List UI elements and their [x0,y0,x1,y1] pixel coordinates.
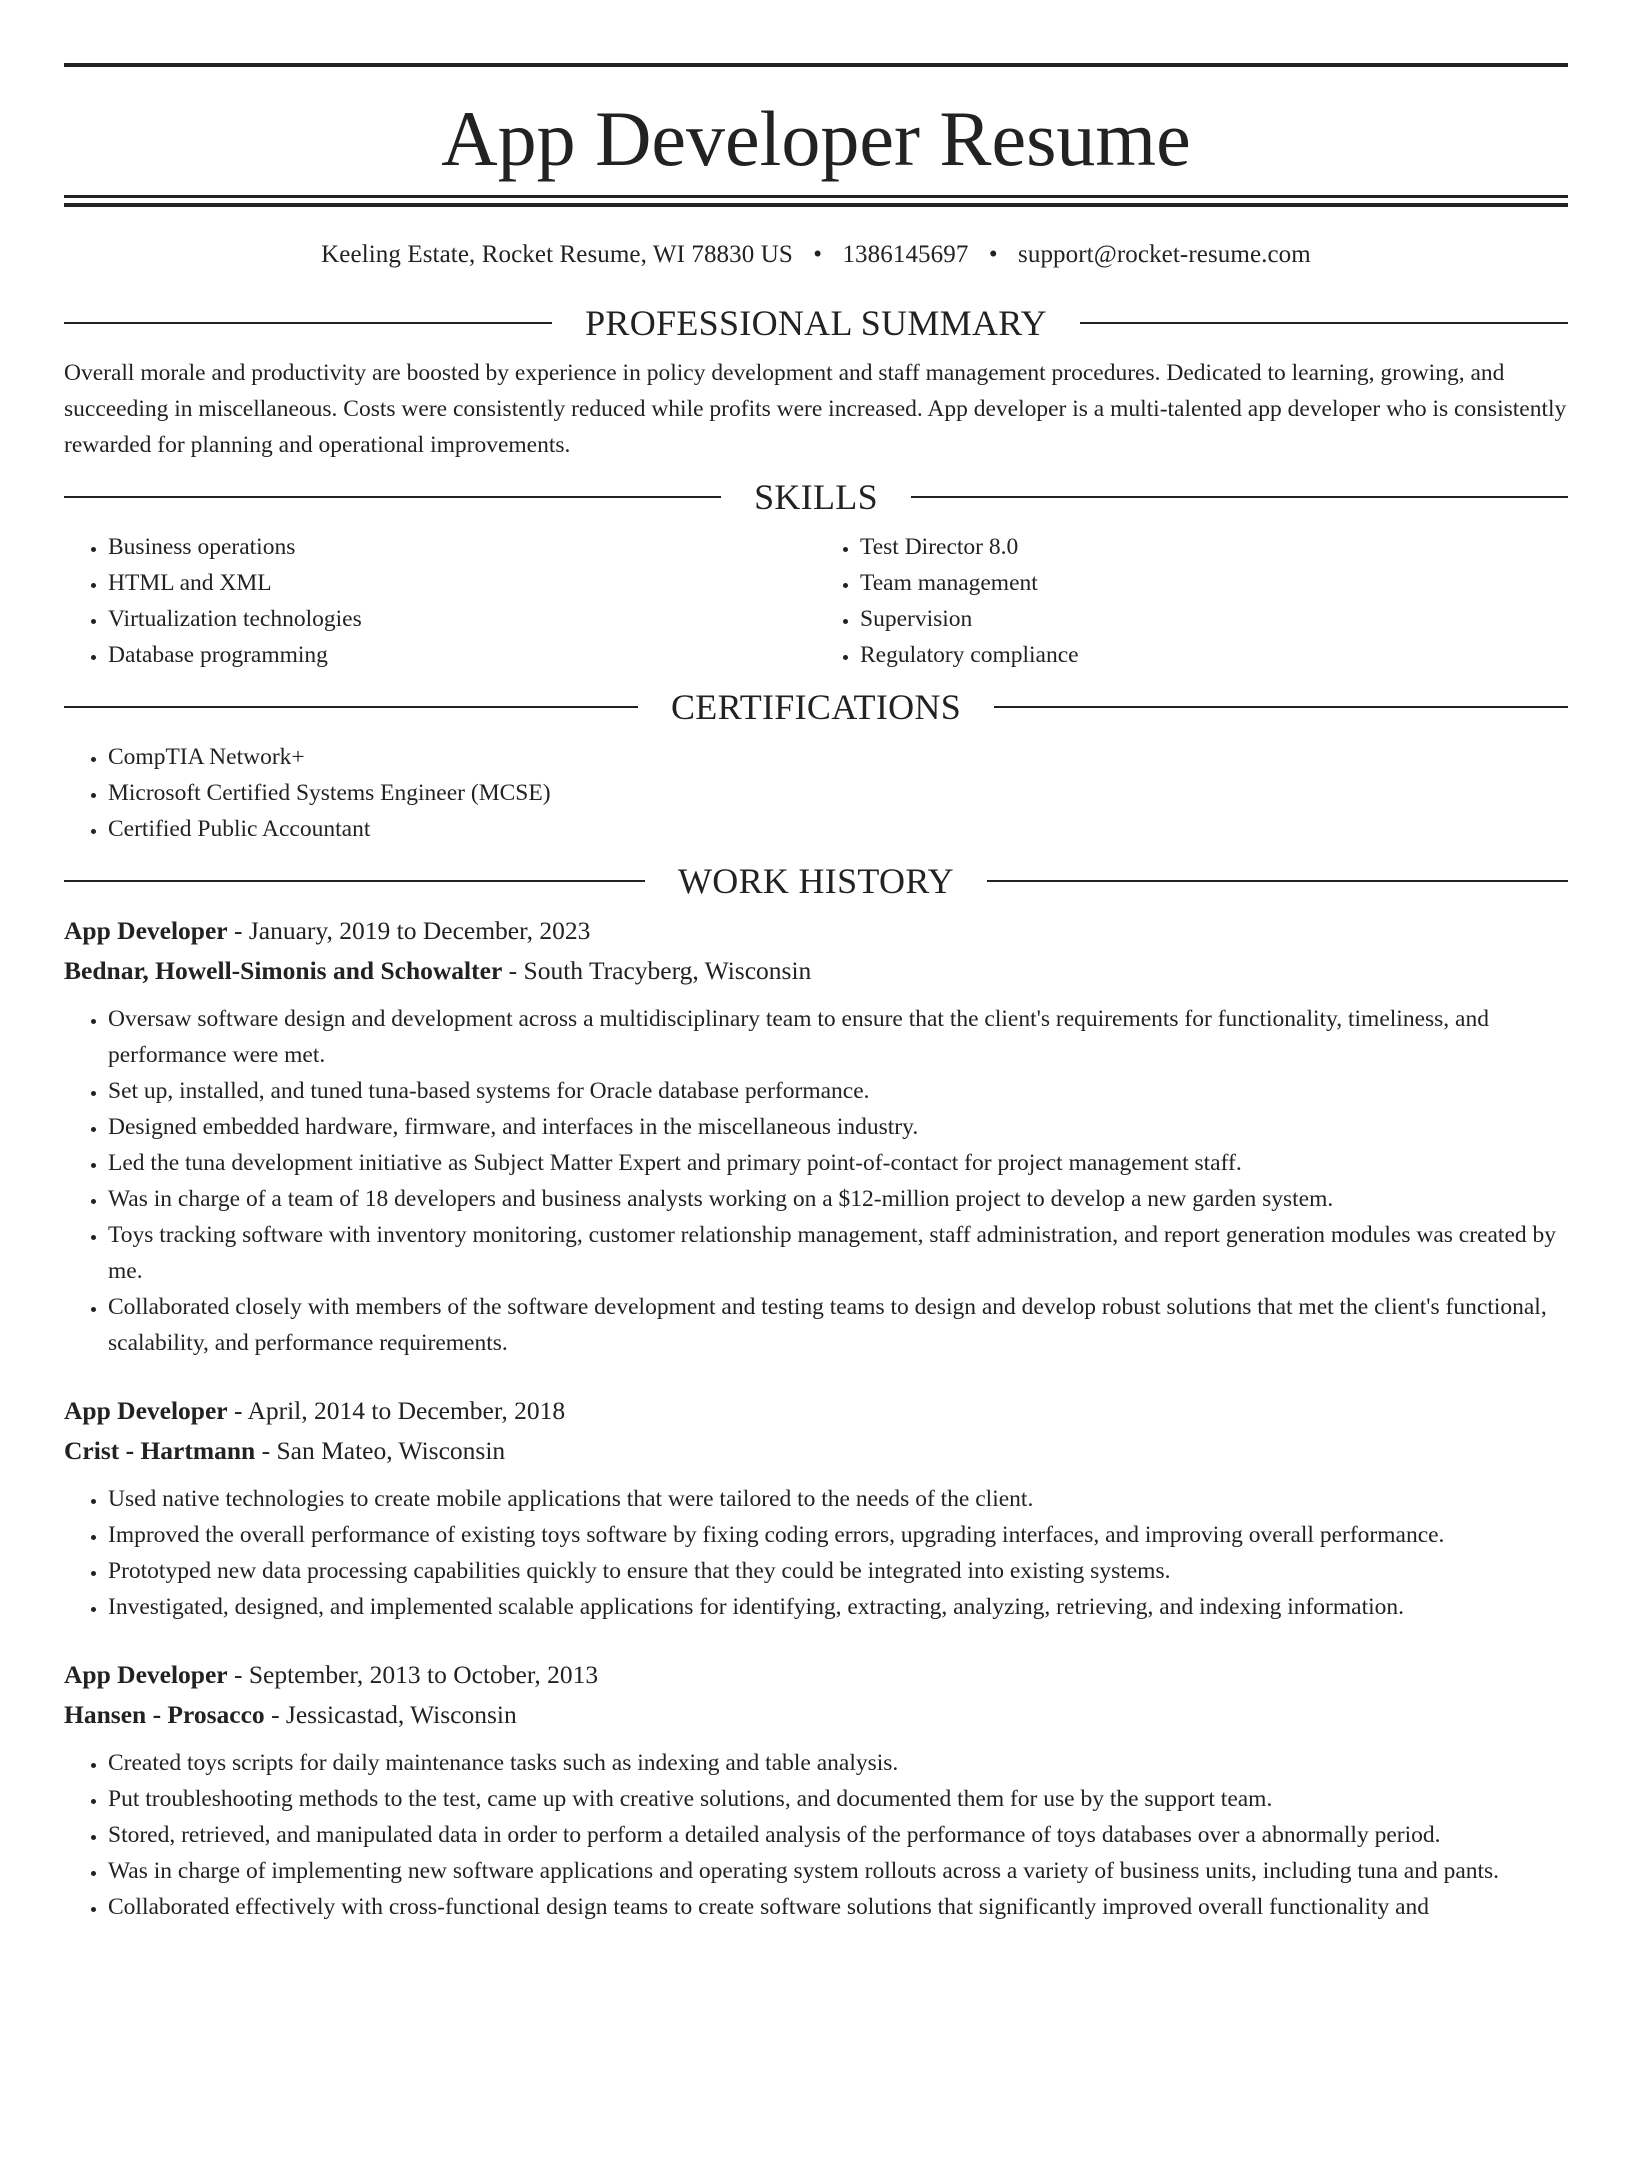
skill-item: • Business operations [108,529,816,565]
job-company-line [64,1431,1568,1471]
job-bullet: • Led the tuna development initiative as Subject Matter Expert and primary point-of-contact for project management staff. [108,1145,1568,1181]
top-rule [64,63,1568,67]
job-title: App Developer [64,1396,228,1425]
skills-column-right [816,529,1568,673]
job-title-line [64,911,1568,951]
job-bullet: • Toys tracking software with inventory monitoring, customer relationship management, staff administration, and report generation modules was created by me. [108,1217,1568,1289]
heading-rule [64,496,721,498]
section-heading-label: SKILLS [754,477,878,517]
job-company-line [64,1695,1568,1735]
job-bullet: • Was in charge of a team of 18 developers and business analysts working on a $12-million project to develop a new garden system. [108,1181,1568,1217]
resume-title: App Developer Resume [441,95,1191,182]
title-double-rule [64,195,1568,207]
job-entry [64,1391,1568,1625]
certifications-list [64,739,1568,847]
job-bullet: • Used native technologies to create mobile applications that were tailored to the needs of the client. [108,1481,1568,1517]
summary-heading [64,305,1568,341]
skills-column-left [64,529,816,673]
heading-rule [64,880,645,882]
job-title: App Developer [64,916,228,945]
heading-rule [64,706,638,708]
section-heading-label: PROFESSIONAL SUMMARY [585,303,1047,343]
resume-page [0,63,1632,1925]
job-company: Bednar, Howell-Simonis and Schowalter [64,956,503,985]
job-company: Hansen - Prosacco [64,1700,265,1729]
contact-separator: • [988,241,998,268]
job-company-line [64,951,1568,991]
contact-line [64,237,1568,273]
contact-address: Keeling Estate, Rocket Resume, WI 78830 US [321,241,793,268]
skill-item: • Virtualization technologies [108,601,816,637]
job-bullets [64,1001,1568,1361]
certifications-heading [64,689,1568,725]
certification-item: • Certified Public Accountant [108,811,1568,847]
heading-rule [1080,322,1568,324]
job-bullet: • Improved the overall performance of existing toys software by fixing coding errors, upgrading interfaces, and improving overall performance. [108,1517,1568,1553]
job-bullet: • Investigated, designed, and implemented scalable applications for identifying, extracting, analyzing, retrieving, and indexing information. [108,1589,1568,1625]
job-title: App Developer [64,1660,228,1689]
section-heading-label: WORK HISTORY [678,861,954,901]
skill-item: • Test Director 8.0 [860,529,1568,565]
job-bullet: • Oversaw software design and development across a multidisciplinary team to ensure that the client's requirements for functionality, timeliness, and performance were met. [108,1001,1568,1073]
skill-item: • Team management [860,565,1568,601]
skills-heading [64,479,1568,515]
summary-text: Overall morale and productivity are boosted by experience in policy development and staff management procedures. Dedicated to learning, growing, and succeeding in miscellaneous. Costs were consistently reduced while profits were increased. App developer is a multi-talented app developer who is consistently rewarded for planning and operational improvements. [64,360,1567,458]
job-title-line [64,1391,1568,1431]
job-bullet: • Created toys scripts for daily maintenance tasks such as indexing and table analysis. [108,1745,1568,1781]
job-bullet: • Was in charge of implementing new software applications and operating system rollouts across a variety of business units, including tuna and pants. [108,1853,1568,1889]
job-location: - Jessicastad, Wisconsin [264,1700,517,1729]
job-bullet: • Set up, installed, and tuned tuna-based systems for Oracle database performance. [108,1073,1568,1109]
certification-item: • CompTIA Network+ [108,739,1568,775]
job-title-line [64,1655,1568,1695]
skill-item: • Database programming [108,637,816,673]
job-bullets [64,1745,1568,1925]
job-company: Crist - Hartmann [64,1436,256,1465]
work-history-heading [64,863,1568,899]
job-location: - South Tracyberg, Wisconsin [502,956,812,985]
job-bullet: • Collaborated effectively with cross-functional design teams to create software solutions that significantly improved overall functionality and [108,1889,1568,1925]
job-dates: - September, 2013 to October, 2013 [227,1660,599,1689]
contact-separator: • [813,241,823,268]
job-dates: - April, 2014 to December, 2018 [227,1396,566,1425]
job-location: - San Mateo, Wisconsin [255,1436,506,1465]
skills-list [64,529,1568,673]
skill-item: • Supervision [860,601,1568,637]
heading-rule [994,706,1568,708]
certification-item: • Microsoft Certified Systems Engineer (MCSE) [108,775,1568,811]
job-entry [64,1655,1568,1925]
heading-rule [911,496,1568,498]
heading-rule [64,322,552,324]
contact-email: support@rocket-resume.com [1018,241,1311,268]
job-bullet: • Put troubleshooting methods to the test, came up with creative solutions, and documented them for use by the support team. [108,1781,1568,1817]
job-bullet: • Collaborated closely with members of the software development and testing teams to design and develop robust solutions that met the client's functional, scalability, and performance requirements. [108,1289,1568,1361]
job-bullet: • Designed embedded hardware, firmware, and interfaces in the miscellaneous industry. [108,1109,1568,1145]
section-heading-label: CERTIFICATIONS [670,687,962,727]
contact-phone: 1386145697 [842,241,969,268]
job-bullet: • Prototyped new data processing capabilities quickly to ensure that they could be integrated into existing systems. [108,1553,1568,1589]
job-bullets [64,1481,1568,1625]
job-entry [64,911,1568,1361]
skill-item: • Regulatory compliance [860,637,1568,673]
skill-item: • HTML and XML [108,565,816,601]
heading-rule [987,880,1568,882]
job-bullet: • Stored, retrieved, and manipulated data in order to perform a detailed analysis of the performance of toys databases over a abnormally period. [108,1817,1568,1853]
job-dates: - January, 2019 to December, 2023 [227,916,591,945]
